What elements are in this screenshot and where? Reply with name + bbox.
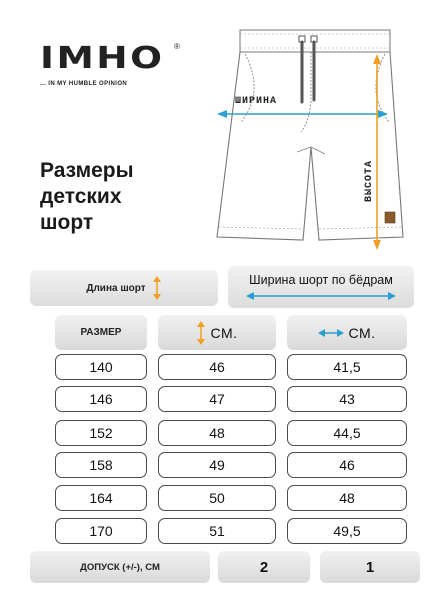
cell-size <box>55 354 147 380</box>
size-value: 164 <box>89 490 113 506</box>
cell-width <box>287 386 407 412</box>
cell-size <box>55 386 147 412</box>
length-arrow-icon <box>196 321 206 345</box>
cell-size <box>55 420 147 446</box>
legend-width-arrow-icon <box>246 291 396 301</box>
cell-width <box>287 420 407 446</box>
tolerance-label: ДОПУСК (+/-), СМ <box>80 561 160 573</box>
cell-size <box>55 518 147 544</box>
cell-length <box>158 485 276 511</box>
length-value: 51 <box>209 523 225 539</box>
header-size <box>55 315 147 350</box>
length-value: 47 <box>209 391 225 407</box>
size-value: 146 <box>89 391 113 407</box>
legend-width-label: Ширина шорт по бёдрам <box>249 273 393 287</box>
header-size-label: РАЗМЕР <box>80 327 122 338</box>
header-width-unit: СМ. <box>348 324 376 341</box>
page-title <box>40 158 134 236</box>
width-value: 48 <box>339 490 355 506</box>
title-line-3: шорт <box>40 211 94 234</box>
logo-text: IMHO <box>40 41 165 76</box>
length-value: 46 <box>209 359 225 375</box>
tolerance-length-cell <box>218 551 310 583</box>
cell-length <box>158 354 276 380</box>
tolerance-label-cell <box>30 551 210 583</box>
length-value: 48 <box>209 425 225 441</box>
header-length <box>158 315 276 350</box>
registered-mark: ® <box>174 42 180 51</box>
cell-length <box>158 386 276 412</box>
cell-width <box>287 485 407 511</box>
size-value: 152 <box>89 425 113 441</box>
shorts-diagram <box>205 22 420 267</box>
length-value: 50 <box>209 490 225 506</box>
size-value: 158 <box>89 457 113 473</box>
cell-length <box>158 518 276 544</box>
header-width <box>287 315 407 350</box>
cell-length <box>158 452 276 478</box>
cell-width <box>287 354 407 380</box>
shorts-label-patch <box>385 212 395 223</box>
width-value: 49,5 <box>333 523 361 539</box>
cell-length <box>158 420 276 446</box>
width-arrow-icon <box>318 328 344 338</box>
width-value: 44,5 <box>333 425 361 441</box>
legend-length-label: Длина шорт <box>86 282 146 294</box>
legend-width <box>228 266 414 308</box>
height-label: ВЫСОТА <box>364 159 375 202</box>
length-value: 49 <box>209 457 225 473</box>
width-value: 43 <box>339 391 355 407</box>
legend-length-arrow-icon <box>152 276 162 300</box>
cell-width <box>287 518 407 544</box>
brand-logo <box>40 41 180 87</box>
title-line-2: детских <box>40 185 122 208</box>
shorts-body <box>217 52 403 240</box>
width-label: ШИРИНА <box>235 96 278 107</box>
cell-width <box>287 452 407 478</box>
logo-tagline: ... IN MY HUMBLE OPINION <box>40 81 128 87</box>
cell-size <box>55 485 147 511</box>
cell-size <box>55 452 147 478</box>
size-value: 170 <box>89 523 113 539</box>
title-line-1: Размеры <box>40 159 134 182</box>
width-value: 46 <box>339 457 355 473</box>
width-value: 41,5 <box>333 359 361 375</box>
tolerance-length-value: 2 <box>259 558 269 576</box>
header-length-unit: СМ. <box>210 324 238 341</box>
legend-length <box>30 270 218 306</box>
tolerance-width-cell <box>320 551 420 583</box>
tolerance-width-value: 1 <box>365 558 375 576</box>
size-value: 140 <box>89 359 113 375</box>
